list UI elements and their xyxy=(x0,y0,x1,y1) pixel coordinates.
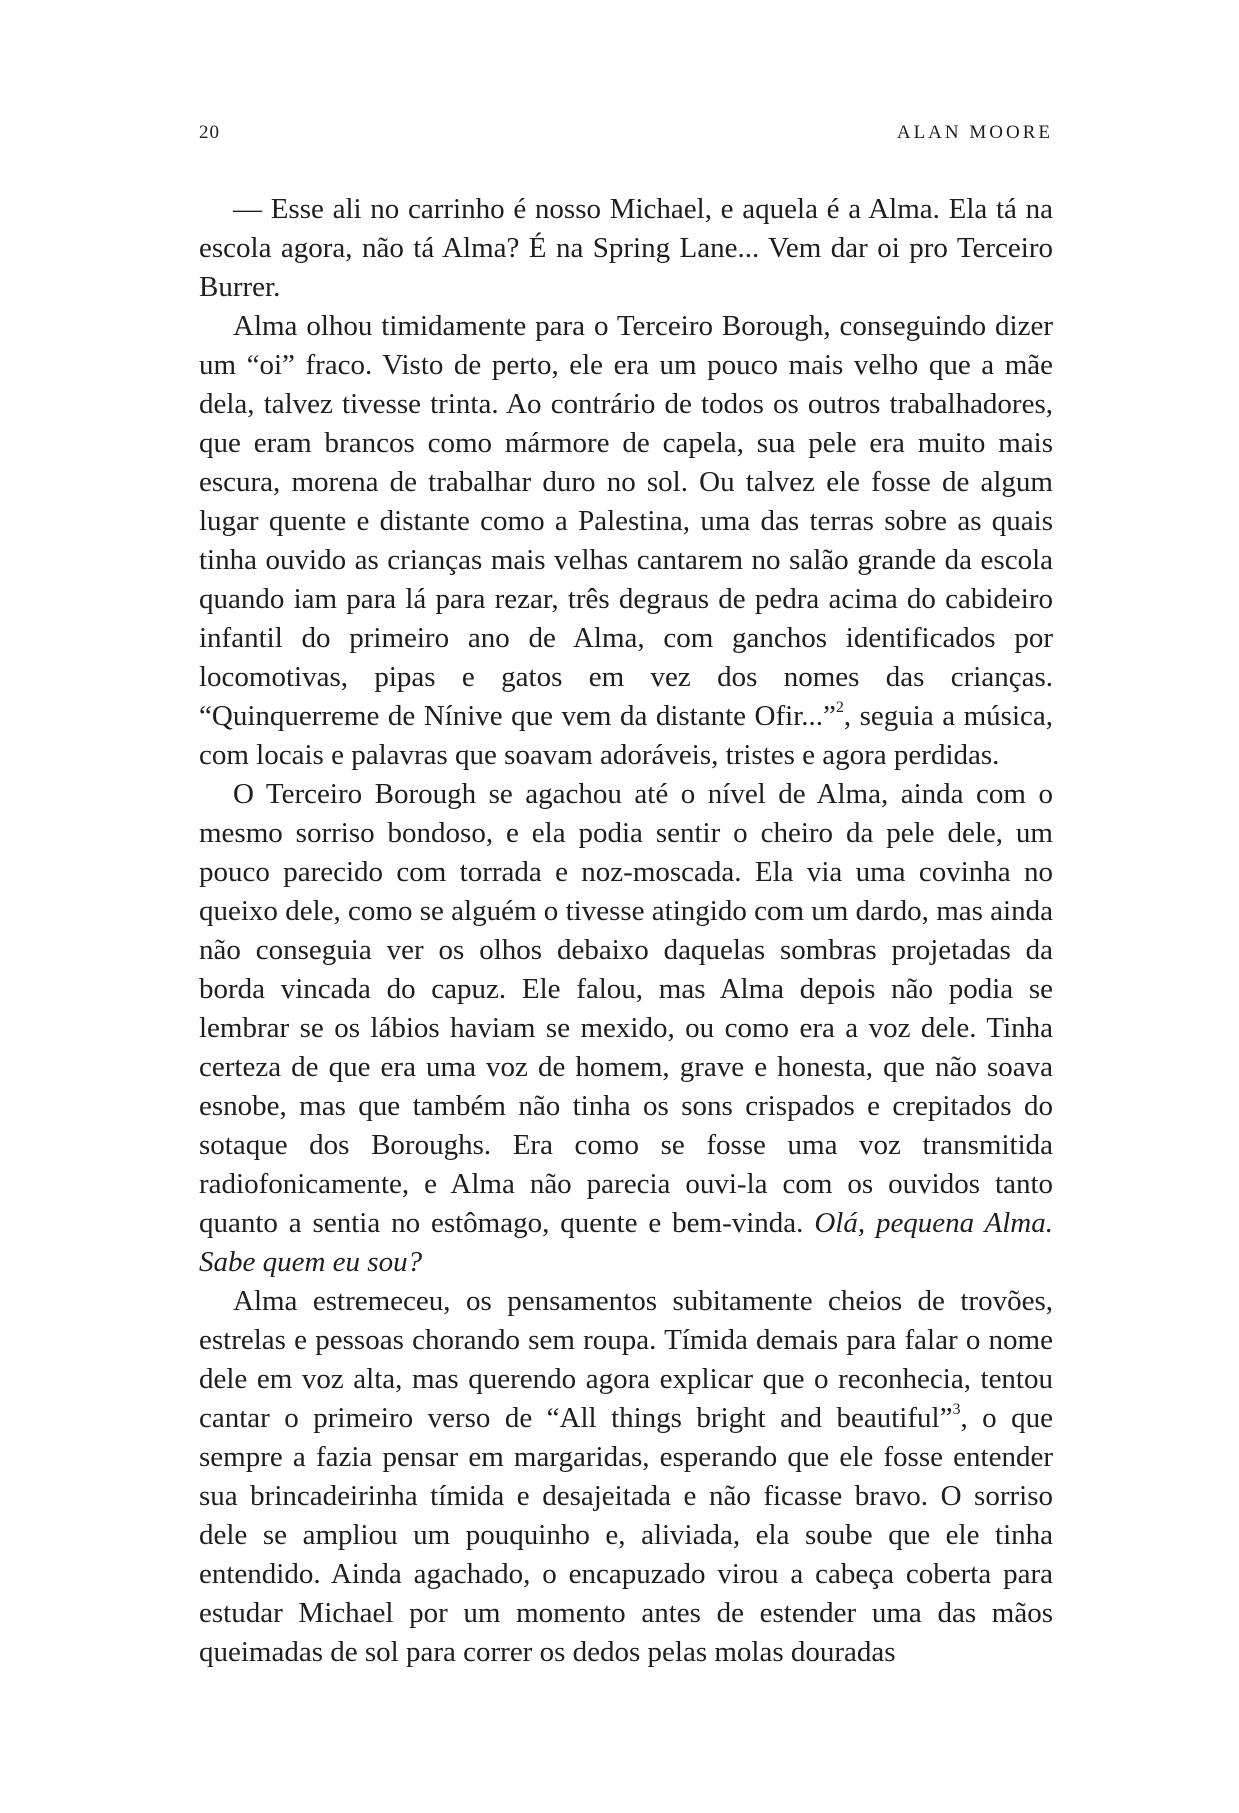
paragraph-text: Alma estremeceu, os pensamentos subitamente cheios de trovões, estrelas e pessoas chorando sem roupa. Tímida demais para falar o nome dele em voz alta, mas querendo agora explicar que o reconhecia, tentou cantar o primeiro verso de “All things bright and beautiful” xyxy=(199,1285,1053,1434)
text-body xyxy=(199,190,1053,1672)
running-head xyxy=(199,122,1053,152)
footnote-marker[interactable]: 3 xyxy=(952,1401,961,1418)
paragraph-borough-crouches xyxy=(199,775,1053,1282)
paragraph-text: , seguia a música, com locais e palavras que soavam adoráveis, tristes e agora perdidas. xyxy=(199,700,1053,771)
paragraph-text: O Terceiro Borough se agachou até o nível de Alma, ainda com o mesmo sorriso bondoso, e ela podia sentir o cheiro da pele dele, um pouco parecido com torrada e noz-moscada. Ela via uma covinha no queixo dele, como se alguém o tivesse atingido com um dardo, mas ainda não conseguia ver os olhos debaixo daquelas sombras projetadas da borda vincada do capuz. Ele falou, mas Alma depois não podia se lembrar se os lábios haviam se mexido, ou como era a voz dele. Tinha certeza de que era uma voz de homem, grave e honesta, que não soava esnobe, mas que também não tinha os sons crispados e crepitados do sotaque dos Boroughs. Era como se fosse uma voz transmitida radiofonicamente, e Alma não parecia ouvi-la com os ouvidos tanto quanto a sentia no estômago, quente e bem-vinda. xyxy=(199,778,1053,1239)
paragraph-dialogue xyxy=(199,190,1053,307)
paragraph-text: Alma olhou timidamente para o Terceiro Borough, conseguindo dizer um “oi” fraco. Visto de perto, ele era um pouco mais velho que a mãe dela, talvez tivesse trinta. Ao contrário de todos os outros trabalhadores, que eram brancos como mármore de capela, sua pele era muito mais escura, morena de trabalhar duro no sol. Ou talvez ele fosse de algum lugar quente e distante como a Palestina, uma das terras sobre as quais tinha ouvido as crianças mais velhas cantarem no salão grande da escola quando iam para lá para rezar, três degraus de pedra acima do cabideiro infantil do primeiro ano de Alma, com ganchos identificados por locomotivas, pipas e gatos em vez dos nomes das crianças. “Quinquerreme de Nínive que vem da distante Ofir...” xyxy=(199,310,1053,732)
footnote-marker[interactable]: 2 xyxy=(835,699,844,716)
running-head-author: ALAN MOORE xyxy=(896,122,1053,143)
paragraph-alma-greets xyxy=(199,307,1053,775)
italic-speech: Olá, pequena Alma. Sabe quem eu sou? xyxy=(199,1207,1054,1278)
paragraph-alma-sings xyxy=(199,1282,1053,1672)
page-number: 20 xyxy=(199,122,220,143)
paragraph-text: , o que sempre a fazia pensar em margaridas, esperando que ele fosse entender sua brincadeirinha tímida e desajeitada e não ficasse bravo. O sorriso dele se ampliou um pouquinho e, aliviada, ela soube que ele tinha entendido. Ainda agachado, o encapuzado virou a cabeça coberta para estudar Michael por um momento antes de estender uma das mãos queimadas de sol para correr os dedos pelas molas douradas xyxy=(199,1402,1053,1668)
paragraph-text: — Esse ali no carrinho é nosso Michael, e aquela é a Alma. Ela tá na escola agora, não tá Alma? É na Spring Lane... Vem dar oi pro Terceiro Burrer. xyxy=(199,193,1053,303)
